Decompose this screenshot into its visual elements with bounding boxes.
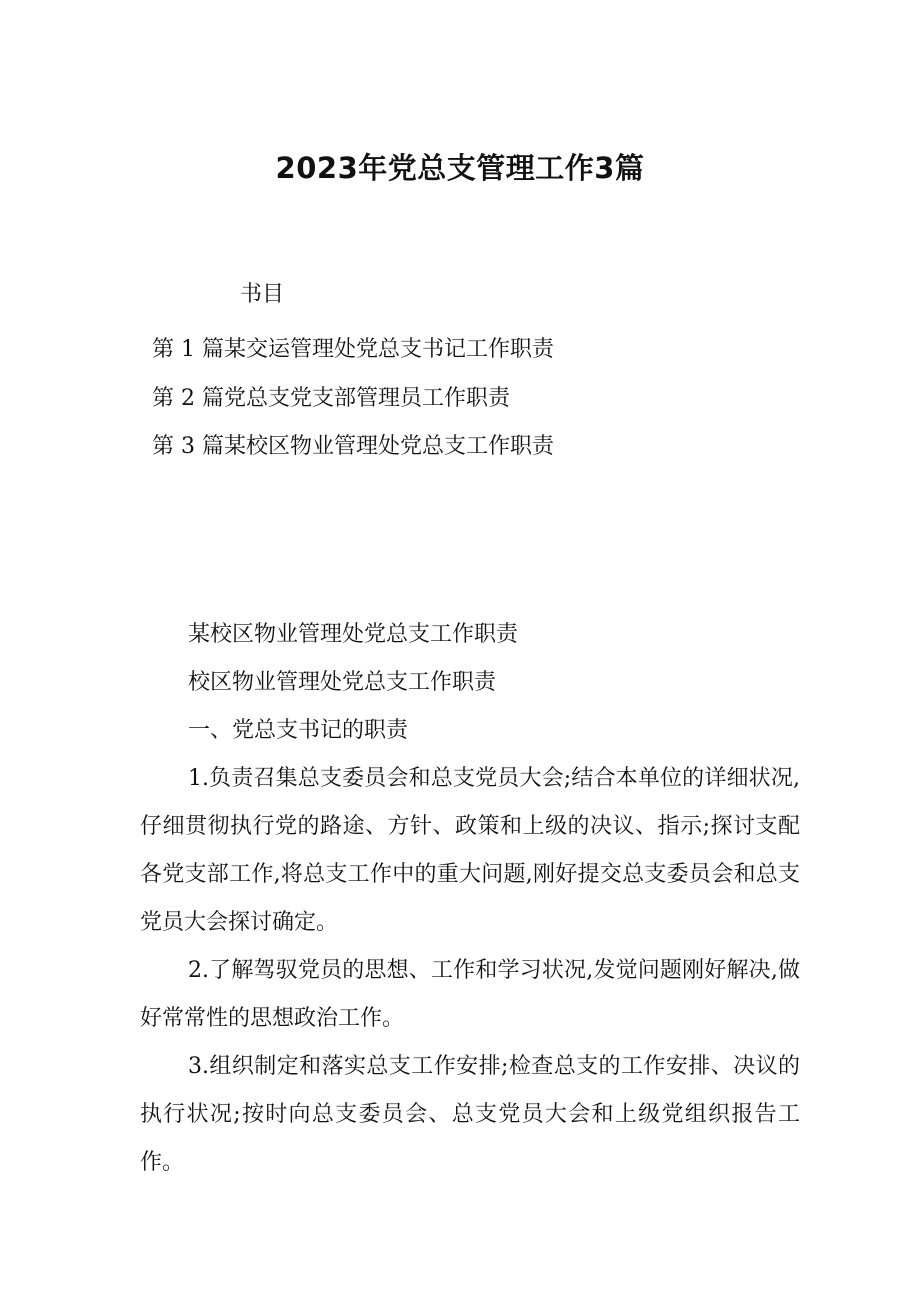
section-heading: 一、党总支书记的职责	[188, 718, 409, 743]
body-paragraph: 3.组织制定和落实总支工作安排;检查总支的工作安排、决议的执行状况;按时向总支委员会、总支党员大会和上级党组织报告工作。	[140, 1054, 800, 1175]
document-title: 2023年党总支管理工作3篇	[275, 151, 645, 185]
toc-item: 第 3 篇某校区物业管理处党总支工作职责	[152, 434, 554, 459]
section-subtitle: 校区物业管理处党总支工作职责	[188, 670, 497, 695]
toc-item: 第 1 篇某交运管理处党总支书记工作职责	[152, 337, 554, 362]
table-of-contents	[152, 326, 554, 472]
body-paragraph: 2.了解驾驭党员的思想、工作和学习状况,发觉问题刚好解决,做好常常性的思想政治工作。	[140, 958, 800, 1031]
section-title: 某校区物业管理处党总支工作职责	[188, 622, 519, 647]
body-paragraph: 1.负责召集总支委员会和总支党员大会;结合本单位的详细状况,仔细贯彻执行党的路途、方针、政策和上级的决议、指示;探讨支配各党支部工作,将总支工作中的重大问题,刚好提交总支委员会和总支党员大会探讨确定。	[140, 766, 800, 935]
toc-item: 第 2 篇党总支党支部管理员工作职责	[152, 385, 510, 411]
document-body	[140, 611, 800, 1187]
toc-heading: 书目	[240, 282, 285, 307]
